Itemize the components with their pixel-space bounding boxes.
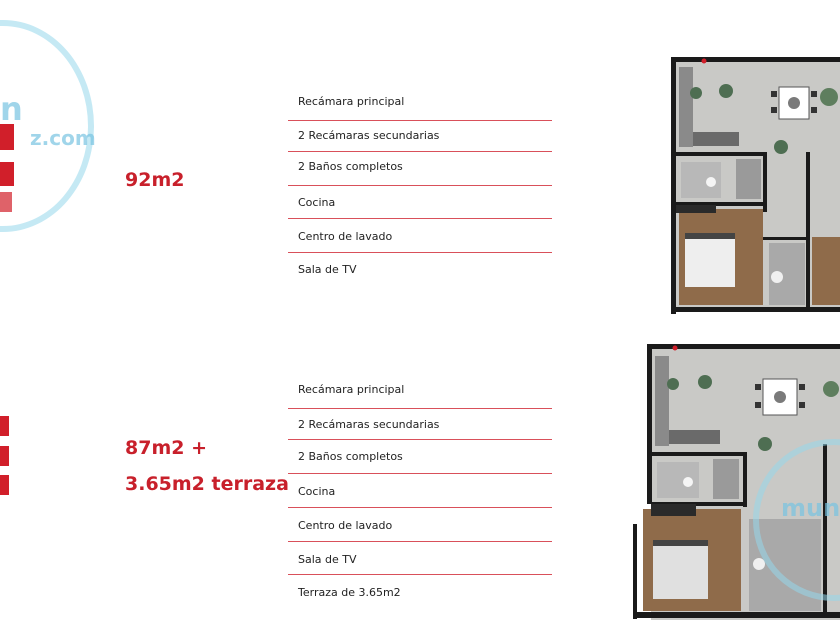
brand-block <box>0 162 14 186</box>
watermark-text: mun <box>781 494 840 522</box>
unit-1-size <box>125 162 184 198</box>
list-item: Centro de lavado <box>288 219 552 253</box>
list-item: Recámara principal <box>288 86 552 121</box>
list-item: Centro de lavado <box>288 508 552 542</box>
unit-1-feature-list <box>288 86 552 283</box>
list-item: Sala de TV <box>298 263 357 276</box>
brand-block <box>0 475 9 495</box>
unit-1-size-line-1: 92m2 <box>125 169 185 191</box>
unit-2-size <box>125 430 289 502</box>
unit-2-feature-list <box>288 373 552 607</box>
list-item: Cocina <box>288 186 552 219</box>
list-item: 2 Recámaras secundarias <box>288 121 552 152</box>
floor-plan-1 <box>671 57 840 314</box>
watermark-text: z.com <box>30 126 96 150</box>
brand-block <box>0 192 12 212</box>
list-item: 2 Recámaras secundarias <box>288 409 552 440</box>
brand-block <box>0 446 9 466</box>
list-item: Sala de TV <box>288 542 552 575</box>
unit-2-size-line-2: 3.65m2 terraza <box>125 473 289 495</box>
floor-plan-2 <box>633 344 840 626</box>
list-item: Recámara principal <box>288 373 552 409</box>
list-item: 2 Baños completos <box>288 152 552 186</box>
unit-2-size-line-1: 87m2 + <box>125 437 207 459</box>
list-item: Terraza de 3.65m2 <box>298 586 401 599</box>
list-item: 2 Baños completos <box>288 440 552 474</box>
list-item: Cocina <box>288 474 552 508</box>
brand-block <box>0 416 9 436</box>
